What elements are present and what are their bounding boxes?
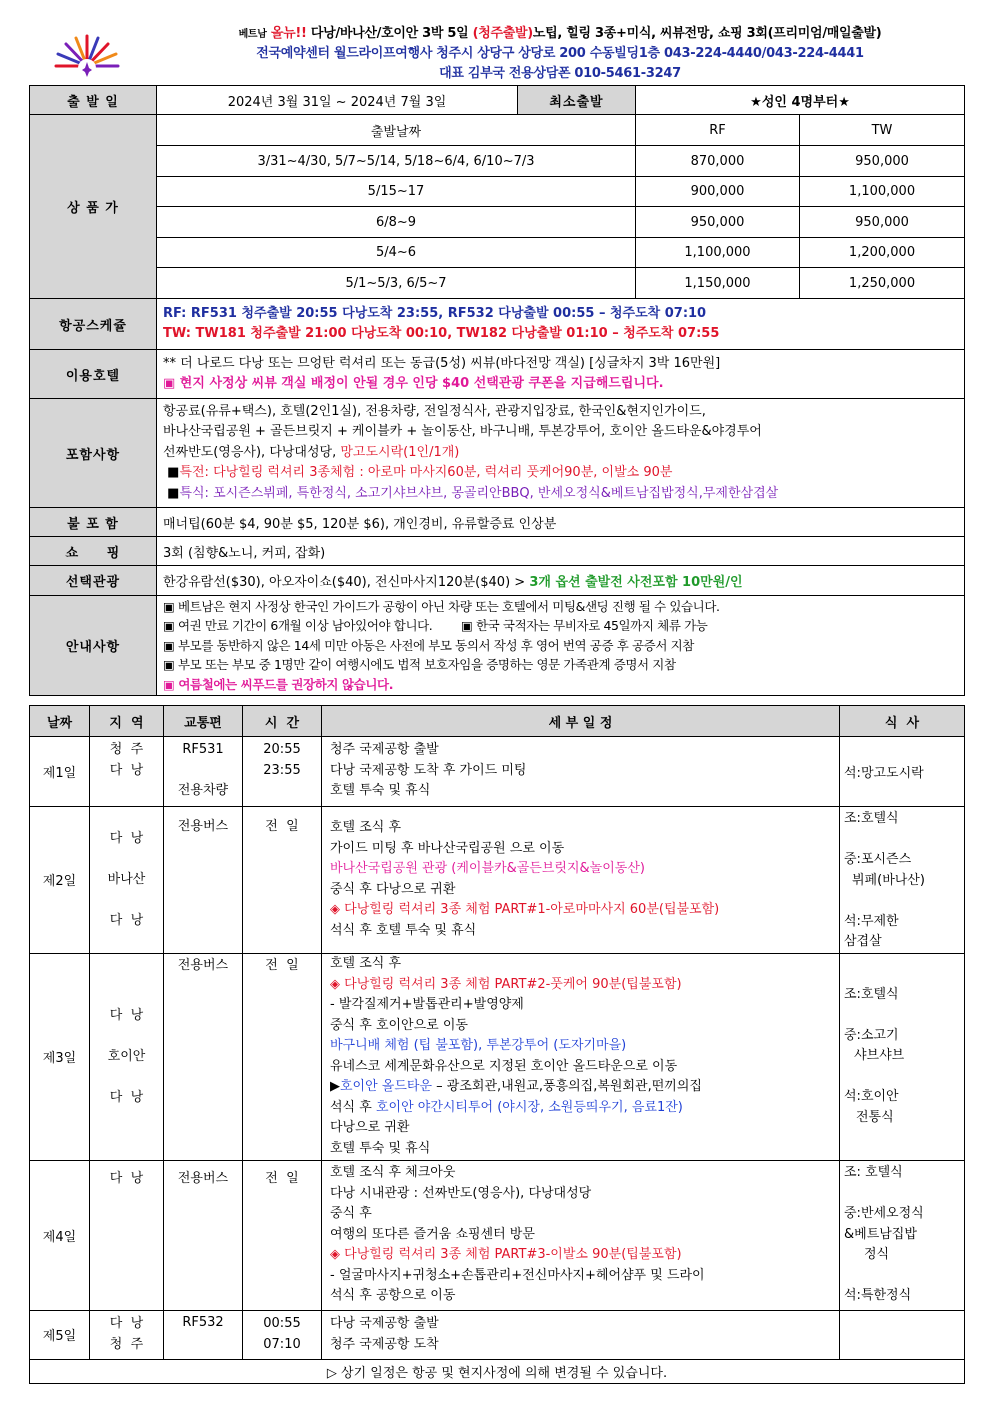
day-times: 00:55 07:10 <box>243 1310 322 1359</box>
day-regions: 다 낭 청 주 <box>90 1310 164 1359</box>
departure-label: 출 발 일 <box>30 86 157 115</box>
itinerary-day-4 <box>30 1160 965 1310</box>
special-benefit-line: 특전: 다낭힐링 럭셔리 3종체험 : 아로마 마사지60분, 럭셔리 풋케어90분, 이발소 90분 <box>179 465 673 481</box>
day-label: 제4일 <box>30 1160 90 1310</box>
day-regions: 다 낭 바나산 다 낭 <box>90 807 164 954</box>
day-region: 다 낭 <box>90 1160 164 1310</box>
col-detail-header: 세 부 일 정 <box>322 706 840 737</box>
price-tw: 950,000 <box>800 146 965 177</box>
itinerary-day-2 <box>30 807 965 954</box>
shopping-info: 3회 (침향&노니, 커피, 잡화) <box>157 537 965 566</box>
day-time: 전 일 <box>243 807 322 954</box>
day-label: 제5일 <box>30 1310 90 1359</box>
document-header <box>0 0 992 86</box>
col-transport-header: 교통편 <box>164 706 243 737</box>
price-date: 5/4~6 <box>157 238 636 268</box>
mango-lunchbox-text: 망고도시락(1인/1개) <box>340 444 460 460</box>
header-agency-line: 전국예약센터 월드라이프여행사 청주시 상당구 상당로 200 수동빌딩1층 043-224-4440/043-224-4441 <box>256 46 864 61</box>
included-info: 항공료(유류+택스), 호텔(2인1실), 전용차량, 전일정식사, 관광지입장료, 한국인&현지인가이드, 바나산국립공원 + 골든브릿지 + 케이블카 + 놀이동산, 바구니배, 투본강투어, 호이안 올드타운&야경투어 선짜반도(영응사), 다낭대성당, 망고도시락(1인/1개) ■특전: 다낭힐링 럭셔리 3종체험 : 아로마 마사지60분, 럭셔리 풋케어90분, 이발소 90분 ■특식: 포시즌스뷔페, 특한정식, 소고기샤브샤브, 몽골리안BBQ, 반세오정식&베트남집밥정식,무제한삼겹살 <box>157 399 965 508</box>
day-label: 제1일 <box>30 737 90 807</box>
hotel-label: 이용호텔 <box>30 350 157 399</box>
day-meals: 조:호텔식 중:포시즌스 뷔페(바나산) 석:무제한 삼겹살 <box>840 807 965 954</box>
day-details: 호텔 조식 후 체크아웃 다낭 시내관광 : 선짜반도(영응사), 다낭대성당 중식 후 여행의 또다른 즐거움 쇼핑센터 방문 ◈ 다낭힐링 럭셔리 3종 체험 PART#3-이발소 90분(팁불포함) - 얼굴마사지+귀청소+손톱관리+전신마사지+헤어샴푸 및 드라이 석식 후 공항으로 이동 <box>322 1160 840 1310</box>
price-rf: 900,000 <box>636 177 800 207</box>
price-header-tw: TW <box>800 115 965 146</box>
notice-line: ▣ 한국 국적자는 무비자로 45일까지 체류 가능 <box>460 618 708 634</box>
day-transport: 전용버스 <box>164 807 243 954</box>
day-regions: 청 주 다 낭 <box>90 737 164 807</box>
itinerary-day-1 <box>30 737 965 807</box>
itinerary-day-3 <box>30 953 965 1160</box>
price-date: 5/1~5/3, 6/5~7 <box>157 268 636 299</box>
excluded-info: 매너팁(60분 $4, 90분 $5, 120분 $6), 개인경비, 유류할증료 인상분 <box>157 508 965 537</box>
hotel-info <box>157 350 965 399</box>
day-transport: RF532 <box>164 1310 243 1359</box>
itinerary-table <box>29 705 965 1384</box>
price-rf: 1,100,000 <box>636 238 800 268</box>
notice-line: ▣ 부모를 동반하지 않은 14세 미만 아동은 사전에 부모 동의서 작성 후 영어 번역 공증 후 공증서 지참 <box>163 637 694 653</box>
option-package-text: 3개 옵션 출발전 사전포함 10만원/인 <box>529 575 743 590</box>
day-meals <box>840 1310 965 1359</box>
product-info-table <box>29 85 965 696</box>
header-contact-line: 대표 김부국 전용상담폰 010-5461-3247 <box>439 66 681 81</box>
price-rf: 870,000 <box>636 146 800 177</box>
price-date: 6/8~9 <box>157 207 636 238</box>
fireworks-logo <box>52 30 122 78</box>
schedule-footer-note: ▷ 상기 일정은 항공 및 현지사정에 의해 변경될 수 있습니다. <box>30 1359 965 1383</box>
day-time: 전 일 <box>243 953 322 1160</box>
notice-line: ▣ 베트남은 현지 사정상 한국인 가이드가 공항이 아닌 차량 또는 호텔에서 미팅&샌딩 진행 될 수 있습니다. <box>163 598 720 614</box>
notice-line: ▣ 여권 만료 기간이 6개월 이상 남아있어야 합니다. <box>163 618 433 634</box>
day-times: 20:55 23:55 <box>243 737 322 807</box>
shopping-label: 쇼 핑 <box>30 537 157 566</box>
header-title-line: 베트남 올뉴!! 다낭/바나산/호이안 3박 5일 (청주출발)노팁, 힐링 3종+미식, 씨뷰전망, 쇼핑 3회(프리미엄/매일출발) <box>238 26 882 41</box>
itinerary-day-5 <box>30 1310 965 1359</box>
price-row <box>30 207 965 238</box>
day-time: 전 일 <box>243 1160 322 1310</box>
optional-tour-info: 한강유람선($30), 아오자이쇼($40), 전신마사지120분($40) > 3개 옵션 출발전 사전포함 10만원/인 <box>157 566 965 596</box>
hotel-line: ** 더 나로드 다낭 또는 므엉탄 럭셔리 또는 동급(5성) 씨뷰(바다전망 객실) [싱글차지 3박 16만원] <box>163 355 721 371</box>
price-tw: 950,000 <box>800 207 965 238</box>
price-row <box>30 177 965 207</box>
col-time-header: 시 간 <box>243 706 322 737</box>
price-header-rf: RF <box>636 115 800 146</box>
price-date: 3/31~4/30, 5/7~5/14, 5/18~6/4, 6/10~7/3 <box>157 146 636 177</box>
optional-tour-label: 선택관광 <box>30 566 157 596</box>
day-details: 청주 국제공항 출발 다낭 국제공항 도착 후 가이드 미팅 호텔 투숙 및 휴식 <box>322 737 840 807</box>
notice-line: ▣ 여름철에는 씨푸드를 권장하지 않습니다. <box>163 676 394 692</box>
day-label: 제2일 <box>30 807 90 954</box>
col-region-header: 지 역 <box>90 706 164 737</box>
price-rf: 1,150,000 <box>636 268 800 299</box>
special-meal-line: 특식: 포시즌스뷔페, 특한정식, 소고기샤브샤브, 몽골리안BBQ, 반세오정식&베트남집밥정식,무제한삼겹살 <box>179 485 779 501</box>
col-date-header: 날짜 <box>30 706 90 737</box>
day-details: 호텔 조식 후 가이드 미팅 후 바나산국립공원 으로 이동 바나산국립공원 관광 (케이블카&골든브릿지&놀이동산) 중식 후 다낭으로 귀환 ◈ 다낭힐링 럭셔리 3종 체험 PART#1-아로마마사지 60분(팁불포함) 석식 후 호텔 투숙 및 휴식 <box>322 807 840 954</box>
air-tw-line: TW: TW181 청주출발 21:00 다낭도착 00:10, TW182 다낭출발 01:10 – 청주도착 07:55 <box>163 326 720 341</box>
air-schedule <box>157 299 965 350</box>
day-details: 호텔 조식 후 ◈ 다낭힐링 럭셔리 3종 체험 PART#2-풋케어 90분(팁불포함) - 발각질제거+발톱관리+발영양제 중식 후 호이안으로 이동 바구니배 체험 (팁 불포함), 투본강투어 (도자기마을) 유네스코 세계문화유산으로 지정된 호이안 올드타운으로 이동 ▶호이안 올드타운 – 광조회관,내원교,풍흥의집,복원회관,떤끼의집 석식 후 호이안 야간시티투어 (야시장, 소원등띄우기, 음료1잔) 다낭으로 귀환 호텔 투숙 및 휴식 <box>322 953 840 1160</box>
day-meals: 조: 호텔식 중:반세오정식 &베트남집밥 정식 석:특한정식 <box>840 1160 965 1310</box>
price-tw: 1,250,000 <box>800 268 965 299</box>
day-meals: 석:망고도시락 <box>840 737 965 807</box>
air-schedule-label: 항공스케쥴 <box>30 299 157 350</box>
notice-info <box>157 596 965 696</box>
price-row <box>30 268 965 299</box>
day-transport: 전용버스 <box>164 953 243 1160</box>
day-transport: RF531 전용차량 <box>164 737 243 807</box>
notice-line: ▣ 부모 또는 부모 중 1명만 같이 여행시에도 법적 보호자임을 증명하는 영문 가족관계 증명서 지참 <box>163 657 676 673</box>
price-row <box>30 146 965 177</box>
air-rf-line: RF: RF531 청주출발 20:55 다낭도착 23:55, RF532 다낭출발 00:55 – 청주도착 07:10 <box>163 305 707 321</box>
min-departure-label: 최소출발 <box>518 86 636 115</box>
day-regions: 다 낭 호이안 다 낭 <box>90 953 164 1160</box>
col-meal-header: 식 사 <box>840 706 965 737</box>
price-date: 5/15~17 <box>157 177 636 207</box>
price-tw: 1,100,000 <box>800 177 965 207</box>
price-rf: 950,000 <box>636 207 800 238</box>
day-transport: 전용버스 <box>164 1160 243 1310</box>
day-details: 다낭 국제공항 출발 청주 국제공항 도착 <box>322 1310 840 1359</box>
price-tw: 1,200,000 <box>800 238 965 268</box>
price-row <box>30 238 965 268</box>
hotel-coupon-line: ▣ 현지 사정상 씨뷰 객실 배정이 안될 경우 인당 $40 선택관광 쿠폰을 지급해드립니다. <box>163 376 664 391</box>
included-line: 선짜반도(영응사), 다낭대성당, <box>163 444 341 460</box>
excluded-label: 불 포 함 <box>30 508 157 537</box>
day-meals: 조:호텔식 중:소고기 샤브샤브 석:호이안 전통식 <box>840 953 965 1160</box>
included-line: 바나산국립공원 + 골든브릿지 + 케이블카 + 놀이동산, 바구니배, 투본강투어, 호이안 올드타운&야경투어 <box>163 424 762 440</box>
day-label: 제3일 <box>30 953 90 1160</box>
departure-period: 2024년 3월 31일 ~ 2024년 7월 3일 <box>157 86 518 115</box>
included-line: 항공료(유류+택스), 호텔(2인1실), 전용차량, 전일정식사, 관광지입장료, 한국인&현지인가이드, <box>163 403 706 419</box>
price-label: 상 품 가 <box>30 115 157 299</box>
min-departure-value: ★성인 4명부터★ <box>636 86 965 115</box>
included-label: 포함사항 <box>30 399 157 508</box>
notice-label: 안내사항 <box>30 596 157 696</box>
price-header-date: 출발날짜 <box>157 115 636 146</box>
